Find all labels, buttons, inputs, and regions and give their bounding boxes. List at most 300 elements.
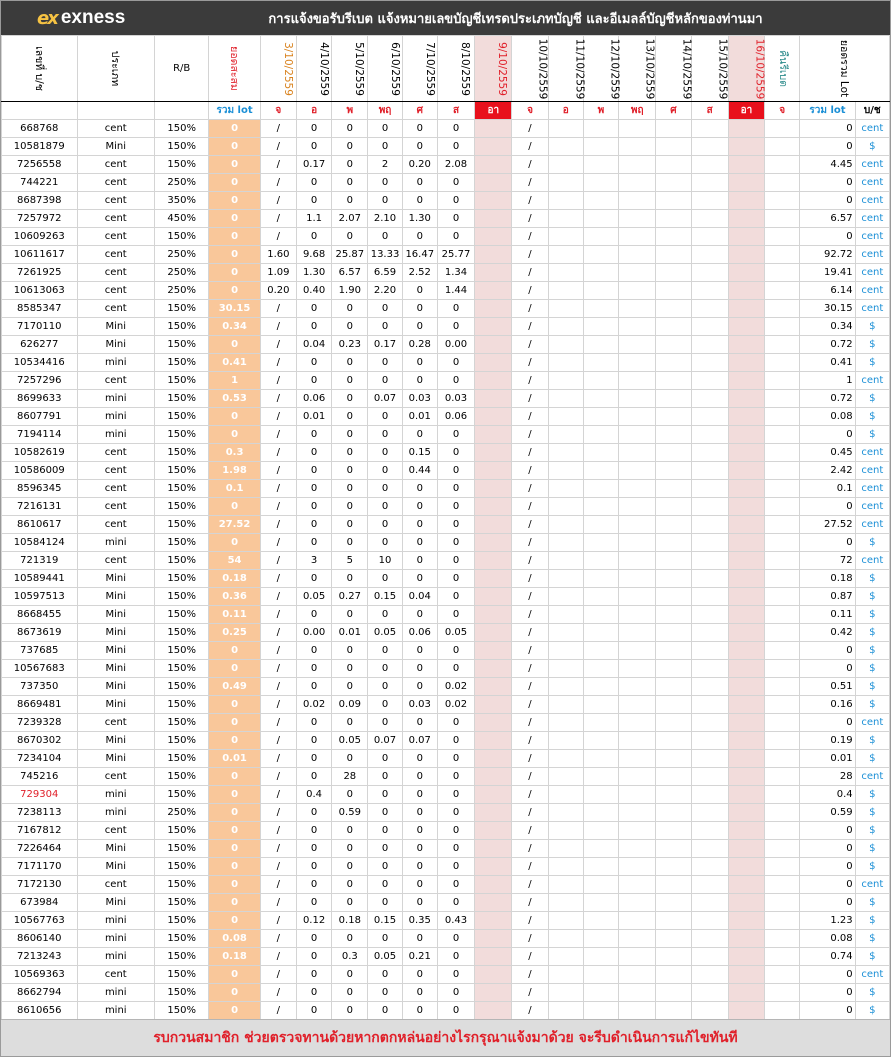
- daily-lot: 0: [296, 678, 331, 696]
- accumulated-lot: 0: [209, 858, 260, 876]
- account-type: Mini: [77, 750, 155, 768]
- account-type: cent: [77, 714, 155, 732]
- total-lot: 0.11: [800, 606, 855, 624]
- empty-day-cell: [583, 876, 618, 894]
- empty-day-cell: [656, 876, 691, 894]
- empty-day-cell: [656, 858, 691, 876]
- sunday-cell: [728, 426, 764, 444]
- empty-day-cell: [619, 1002, 656, 1020]
- rebate-cell: [765, 930, 800, 948]
- rebate-cell: [765, 876, 800, 894]
- daily-lot: 0: [437, 516, 474, 534]
- daily-lot: 0: [296, 444, 331, 462]
- table-row: [2, 930, 890, 948]
- currency-unit: cent: [855, 246, 889, 264]
- accumulated-lot: 0.11: [209, 606, 260, 624]
- col-date: [368, 36, 402, 102]
- empty-day-cell: [619, 642, 656, 660]
- col-date-label: 8/10/2559: [458, 41, 471, 96]
- account-type: Mini: [77, 138, 155, 156]
- table-row: [2, 732, 890, 750]
- accumulated-lot: 30.15: [209, 300, 260, 318]
- account-number: 7170110: [2, 318, 78, 336]
- daily-lot: 0: [402, 480, 437, 498]
- empty-day-cell: [619, 930, 656, 948]
- sunday-cell: [475, 228, 512, 246]
- sunday-cell: [728, 804, 764, 822]
- empty-day-cell: [548, 606, 583, 624]
- daily-lot: /: [512, 732, 548, 750]
- sunday-cell: [728, 714, 764, 732]
- daily-lot: 0: [402, 318, 437, 336]
- account-type: Mini: [77, 336, 155, 354]
- empty-day-cell: [656, 606, 691, 624]
- account-type: Mini: [77, 588, 155, 606]
- table-row: [2, 426, 890, 444]
- rebate-rate: 150%: [155, 660, 209, 678]
- total-lot: 0: [800, 498, 855, 516]
- account-type: mini: [77, 390, 155, 408]
- empty-day-cell: [548, 642, 583, 660]
- table-row: [2, 660, 890, 678]
- daily-lot: /: [512, 210, 548, 228]
- daily-lot: 0: [296, 840, 331, 858]
- daily-lot: 0: [332, 462, 368, 480]
- rebate-cell: [765, 750, 800, 768]
- daily-lot: 5: [332, 552, 368, 570]
- empty-day-cell: [691, 678, 728, 696]
- sunday-cell: [728, 174, 764, 192]
- account-number: 10613063: [2, 282, 78, 300]
- daily-lot: 0: [368, 120, 402, 138]
- daily-lot: /: [260, 822, 296, 840]
- empty-day-cell: [583, 120, 618, 138]
- account-type: mini: [77, 354, 155, 372]
- rebate-cell: [765, 318, 800, 336]
- daily-lot: 0: [296, 984, 331, 1002]
- table-row: [2, 714, 890, 732]
- daily-lot: 0: [368, 174, 402, 192]
- currency-unit: cent: [855, 714, 889, 732]
- daily-lot: /: [260, 462, 296, 480]
- rebate-cell: [765, 300, 800, 318]
- daily-lot: /: [512, 876, 548, 894]
- total-lot: 0: [800, 174, 855, 192]
- rebate-cell: [765, 516, 800, 534]
- account-type: cent: [77, 282, 155, 300]
- empty-day-cell: [548, 534, 583, 552]
- empty-day-cell: [583, 480, 618, 498]
- empty-day-cell: [691, 372, 728, 390]
- daily-lot: 1.60: [260, 246, 296, 264]
- empty-day-cell: [583, 984, 618, 1002]
- col-date: [656, 36, 691, 102]
- empty-day-cell: [656, 894, 691, 912]
- account-type: cent: [77, 444, 155, 462]
- daily-lot: /: [512, 642, 548, 660]
- table-row: [2, 786, 890, 804]
- accumulated-lot: 0: [209, 804, 260, 822]
- accumulated-lot: 0: [209, 120, 260, 138]
- daily-lot: 0: [437, 138, 474, 156]
- empty-day-cell: [583, 840, 618, 858]
- total-lot: 19.41: [800, 264, 855, 282]
- daily-lot: 0.03: [437, 390, 474, 408]
- daily-lot: /: [260, 984, 296, 1002]
- sunday-cell: [728, 822, 764, 840]
- empty-day-cell: [691, 786, 728, 804]
- sunday-cell: [728, 912, 764, 930]
- empty-day-cell: [691, 516, 728, 534]
- daily-lot: 6.57: [332, 264, 368, 282]
- daily-lot: 0: [437, 588, 474, 606]
- daily-lot: 0: [402, 228, 437, 246]
- col-type: [77, 36, 155, 102]
- daily-lot: /: [512, 822, 548, 840]
- sunday-cell: [728, 138, 764, 156]
- col-date-label: 16/10/2559: [753, 38, 766, 99]
- accumulated-lot: 0: [209, 282, 260, 300]
- empty-day-cell: [656, 354, 691, 372]
- daily-lot: 0: [368, 858, 402, 876]
- empty-day-cell: [619, 570, 656, 588]
- empty-day-cell: [656, 444, 691, 462]
- account-type: Mini: [77, 642, 155, 660]
- account-number: 8607791: [2, 408, 78, 426]
- rebate-rate: 250%: [155, 282, 209, 300]
- accumulated-lot: 0: [209, 966, 260, 984]
- empty-day-cell: [619, 246, 656, 264]
- daily-lot: 0: [332, 660, 368, 678]
- total-lot: 0.41: [800, 354, 855, 372]
- table-row: [2, 480, 890, 498]
- daily-lot: 0: [402, 786, 437, 804]
- currency-unit: $: [855, 732, 889, 750]
- currency-unit: cent: [855, 768, 889, 786]
- daily-lot: 0: [332, 966, 368, 984]
- table-row: [2, 210, 890, 228]
- table-row: [2, 120, 890, 138]
- empty-day-cell: [548, 192, 583, 210]
- rebate-cell: [765, 336, 800, 354]
- daily-lot: 0: [332, 642, 368, 660]
- daily-lot: 0: [437, 786, 474, 804]
- empty-day-cell: [548, 696, 583, 714]
- empty-day-cell: [619, 426, 656, 444]
- empty-day-cell: [656, 516, 691, 534]
- empty-day-cell: [691, 138, 728, 156]
- sunday-cell: [728, 156, 764, 174]
- daily-lot: /: [260, 300, 296, 318]
- empty-day-cell: [691, 750, 728, 768]
- daily-lot: 1.1: [296, 210, 331, 228]
- rebate-cell: [765, 552, 800, 570]
- table-row: [2, 624, 890, 642]
- empty-day-cell: [656, 984, 691, 1002]
- accumulated-lot: 0: [209, 786, 260, 804]
- daily-lot: 0: [368, 786, 402, 804]
- rebate-cell: [765, 678, 800, 696]
- daily-lot: /: [260, 120, 296, 138]
- account-number: 8662794: [2, 984, 78, 1002]
- daily-lot: 0.17: [368, 336, 402, 354]
- empty-day-cell: [583, 390, 618, 408]
- daily-lot: 0: [368, 660, 402, 678]
- sunday-cell: [475, 642, 512, 660]
- rebate-rate: 150%: [155, 984, 209, 1002]
- daily-lot: 0.44: [402, 462, 437, 480]
- sunday-cell: [728, 606, 764, 624]
- total-lot: 0: [800, 534, 855, 552]
- total-lot: 28: [800, 768, 855, 786]
- daily-lot: 0: [332, 174, 368, 192]
- empty-day-cell: [691, 390, 728, 408]
- empty-day-cell: [583, 678, 618, 696]
- empty-day-cell: [619, 138, 656, 156]
- sunday-cell: [728, 372, 764, 390]
- empty-day-cell: [548, 246, 583, 264]
- sunday-cell: [728, 264, 764, 282]
- empty-day-cell: [656, 282, 691, 300]
- daily-lot: /: [512, 570, 548, 588]
- daily-lot: 6.59: [368, 264, 402, 282]
- total-lot: 0.08: [800, 408, 855, 426]
- col-rb: [155, 36, 209, 102]
- daily-lot: 0: [437, 876, 474, 894]
- currency-unit: $: [855, 840, 889, 858]
- daily-lot: /: [512, 588, 548, 606]
- total-lot: 0.4: [800, 786, 855, 804]
- sunday-cell: [728, 534, 764, 552]
- empty-day-cell: [691, 210, 728, 228]
- daily-lot: 0: [332, 1002, 368, 1020]
- empty-day-cell: [583, 138, 618, 156]
- total-lot: 1: [800, 372, 855, 390]
- daily-lot: 0: [402, 714, 437, 732]
- sunday-cell: [475, 516, 512, 534]
- table-row: [2, 948, 890, 966]
- daily-lot: 0: [368, 894, 402, 912]
- empty-day-cell: [691, 174, 728, 192]
- empty-day-cell: [619, 480, 656, 498]
- empty-day-cell: [583, 624, 618, 642]
- sunday-cell: [475, 534, 512, 552]
- currency-unit: $: [855, 786, 889, 804]
- account-type: cent: [77, 156, 155, 174]
- daily-lot: 0: [437, 426, 474, 444]
- col-date-label: 7/10/2559: [423, 41, 436, 96]
- daily-lot: 0: [332, 822, 368, 840]
- empty-day-cell: [583, 588, 618, 606]
- daily-lot: 0: [437, 120, 474, 138]
- total-lot: 0.08: [800, 930, 855, 948]
- table-row: [2, 750, 890, 768]
- empty-day-cell: [691, 840, 728, 858]
- currency-unit: $: [855, 930, 889, 948]
- table-row: [2, 966, 890, 984]
- empty-day-cell: [583, 408, 618, 426]
- empty-day-cell: [691, 894, 728, 912]
- daily-lot: 0: [402, 750, 437, 768]
- total-lot: 4.45: [800, 156, 855, 174]
- sunday-cell: [475, 480, 512, 498]
- daily-lot: 0: [332, 876, 368, 894]
- daily-lot: 0: [402, 534, 437, 552]
- currency-unit: $: [855, 678, 889, 696]
- account-number: 737350: [2, 678, 78, 696]
- table-row: [2, 516, 890, 534]
- total-lot: 27.52: [800, 516, 855, 534]
- rebate-rate: 150%: [155, 822, 209, 840]
- daily-lot: 0.00: [296, 624, 331, 642]
- daily-lot: /: [260, 210, 296, 228]
- empty-day-cell: [691, 156, 728, 174]
- rebate-rate: 150%: [155, 930, 209, 948]
- currency-label: บ/ช: [855, 102, 889, 120]
- rebate-rate: 150%: [155, 948, 209, 966]
- banner-text: การแจ้งขอรับรีเบต แจ้งหมายเลขบัญชีเทรดประเภทบัญชี และอีเมลล์บัญชีหลักของท่านมา: [268, 11, 763, 27]
- rebate-rate: 150%: [155, 120, 209, 138]
- empty-day-cell: [548, 570, 583, 588]
- daily-lot: /: [260, 750, 296, 768]
- account-type: mini: [77, 948, 155, 966]
- table-row: [2, 192, 890, 210]
- col-date-label: 14/10/2559: [680, 38, 693, 99]
- col-rb-label: R/B: [173, 63, 191, 74]
- total-lot: 2.42: [800, 462, 855, 480]
- daily-lot: 0: [402, 606, 437, 624]
- empty-day-cell: [656, 552, 691, 570]
- currency-unit: $: [855, 408, 889, 426]
- rebate-cell: [765, 714, 800, 732]
- account-type: cent: [77, 372, 155, 390]
- empty-day-cell: [548, 372, 583, 390]
- rebate-rate: 150%: [155, 912, 209, 930]
- daily-lot: 0: [402, 660, 437, 678]
- sunday-cell: [475, 264, 512, 282]
- rebate-cell: [765, 984, 800, 1002]
- col-date-label: 5/10/2559: [353, 41, 366, 96]
- total-lot: 0.1: [800, 480, 855, 498]
- daily-lot: 0: [402, 966, 437, 984]
- accumulated-lot: 0: [209, 714, 260, 732]
- empty-day-cell: [583, 300, 618, 318]
- daily-lot: /: [512, 768, 548, 786]
- table-row: [2, 264, 890, 282]
- sunday-cell: [475, 210, 512, 228]
- accumulated-lot: 0: [209, 912, 260, 930]
- total-lot: 0: [800, 858, 855, 876]
- sum-lot-label: รวม lot: [209, 102, 260, 120]
- col-date: [512, 36, 548, 102]
- daily-lot: 0: [437, 930, 474, 948]
- daily-lot: 0: [368, 318, 402, 336]
- col-date-label: 4/10/2559: [317, 41, 330, 96]
- rebate-rate: 150%: [155, 498, 209, 516]
- total-lot: 30.15: [800, 300, 855, 318]
- account-number: 10586009: [2, 462, 78, 480]
- daily-lot: /: [260, 588, 296, 606]
- account-type: Mini: [77, 606, 155, 624]
- empty-day-cell: [619, 606, 656, 624]
- total-lot: 0: [800, 966, 855, 984]
- daily-lot: /: [512, 984, 548, 1002]
- daily-lot: 0: [296, 714, 331, 732]
- account-type: cent: [77, 462, 155, 480]
- table-row: [2, 138, 890, 156]
- col-date: [260, 36, 296, 102]
- empty-day-cell: [548, 714, 583, 732]
- account-number: 10611617: [2, 246, 78, 264]
- rebate-rate: 150%: [155, 462, 209, 480]
- daily-lot: 0: [368, 480, 402, 498]
- daily-lot: 0.01: [332, 624, 368, 642]
- daily-lot: 0: [296, 354, 331, 372]
- account-number: 7213243: [2, 948, 78, 966]
- daily-lot: 0.17: [296, 156, 331, 174]
- total-lot: 0.18: [800, 570, 855, 588]
- empty-day-cell: [656, 966, 691, 984]
- table-row: [2, 894, 890, 912]
- col-date-label: 15/10/2559: [715, 38, 728, 99]
- sunday-cell: [728, 966, 764, 984]
- table-row: [2, 1002, 890, 1020]
- rebate-rate: 150%: [155, 318, 209, 336]
- account-type: Mini: [77, 840, 155, 858]
- daily-lot: 0: [437, 318, 474, 336]
- daily-lot: 0: [332, 606, 368, 624]
- daily-lot: /: [512, 786, 548, 804]
- empty-day-cell: [691, 246, 728, 264]
- sunday-cell: [728, 732, 764, 750]
- empty-day-cell: [583, 912, 618, 930]
- daily-lot: /: [260, 840, 296, 858]
- account-number: 8606140: [2, 930, 78, 948]
- rebate-cell: [765, 804, 800, 822]
- daily-lot: 0.05: [437, 624, 474, 642]
- empty-day-cell: [583, 336, 618, 354]
- empty-day-cell: [583, 264, 618, 282]
- daily-lot: /: [512, 300, 548, 318]
- empty-day-cell: [583, 714, 618, 732]
- rebate-table: [1, 35, 890, 1020]
- empty-day-cell: [656, 336, 691, 354]
- accumulated-lot: 0: [209, 426, 260, 444]
- account-type: Mini: [77, 318, 155, 336]
- daily-lot: 0: [296, 1002, 331, 1020]
- account-number: 8668455: [2, 606, 78, 624]
- col-total-lot-label: ยอดรวม Lot: [838, 39, 851, 98]
- total-lot: 0.19: [800, 732, 855, 750]
- sunday-cell: [728, 696, 764, 714]
- empty-day-cell: [619, 300, 656, 318]
- day-label: พฤ: [619, 102, 656, 120]
- daily-lot: /: [512, 912, 548, 930]
- account-number: 7239328: [2, 714, 78, 732]
- table-row: [2, 336, 890, 354]
- daily-lot: /: [512, 408, 548, 426]
- sunday-cell: [728, 750, 764, 768]
- account-type: mini: [77, 804, 155, 822]
- currency-unit: $: [855, 354, 889, 372]
- sunday-cell: [475, 606, 512, 624]
- daily-lot: /: [260, 624, 296, 642]
- empty-day-cell: [656, 480, 691, 498]
- empty-day-cell: [691, 768, 728, 786]
- sunday-cell: [728, 552, 764, 570]
- sunday-cell: [728, 192, 764, 210]
- account-number: 626277: [2, 336, 78, 354]
